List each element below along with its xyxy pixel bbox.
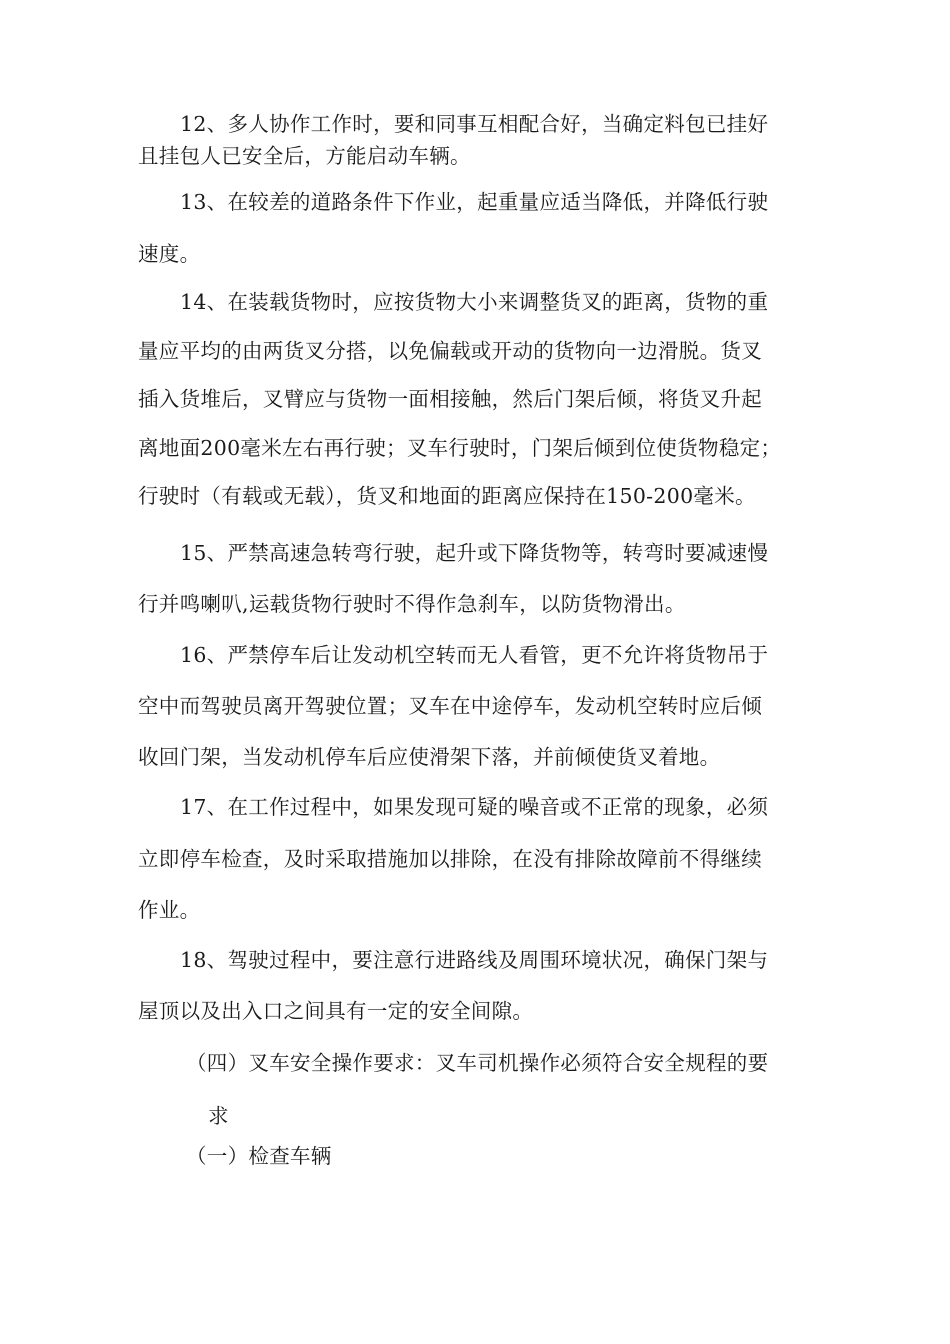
text-line: 求 [208, 1104, 229, 1128]
paragraph-item-17 [138, 782, 818, 937]
paragraph-item-15 [138, 528, 818, 630]
section-heading [186, 1037, 820, 1143]
text-line: 立即停车检查，及时采取措施加以排除，在没有排除故障前不得继续 [138, 846, 762, 871]
text-line: 作业。 [138, 898, 201, 922]
text-line: 12、多人协作工作时，要和同事互相配合好，当确定料包已挂好 [180, 112, 769, 136]
text-line: 13、在较差的道路条件下作业，起重量应适当降低，并降低行驶 [180, 190, 769, 214]
text-line: 空中而驾驶员离开驾驶位置；叉车在中途停车，发动机空转时应后倾 [138, 694, 762, 718]
text-line: 且挂包人已安全后，方能启动车辆。 [138, 144, 471, 168]
text-line: 17、在工作过程中，如果发现可疑的噪音或不正常的现象，必须 [180, 795, 769, 819]
text-line: 14、在装载货物时，应按货物大小来调整货叉的距离，货物的重 [180, 290, 769, 314]
text-line: 行并鸣喇叭,运载货物行驶时不得作急刹车，以防货物滑出。 [138, 592, 686, 616]
paragraph-item-16 [138, 630, 818, 783]
paragraph-item-14 [138, 278, 818, 521]
text-line: 行驶时（有载或无载），货叉和地面的距离应保持在150-200毫米。 [138, 484, 756, 508]
paragraph-item-18 [138, 935, 818, 1037]
sub-heading [186, 1140, 820, 1172]
text-line: 屋顶以及出入口之间具有一定的安全间隙。 [138, 999, 534, 1023]
text-line: 插入货堆后，叉臂应与货物一面相接触，然后门架后倾，将货叉升起 [138, 387, 762, 411]
text-line: 收回门架，当发动机停车后应使滑架下落，并前倾使货叉着地。 [138, 745, 721, 769]
text-line: 离地面200毫米左右再行驶；叉车行驶时，门架后倾到位使货物稳定； [138, 435, 782, 460]
text-line: 15、严禁高速急转弯行驶，起升或下降货物等，转弯时要减速慢 [180, 541, 769, 565]
text-line: 速度。 [138, 242, 201, 266]
text-line: 18、驾驶过程中，要注意行进路线及周围环境状况，确保门架与 [180, 948, 769, 972]
text-line: （四）叉车安全操作要求：叉车司机操作必须符合安全规程的要 [186, 1051, 769, 1075]
paragraph-item-12 [138, 108, 818, 172]
text-line: （一）检查车辆 [186, 1144, 332, 1168]
text-line: 量应平均的由两货叉分搭，以免偏载或开动的货物向一边滑脱。货叉 [138, 338, 762, 363]
text-line: 16、严禁停车后让发动机空转而无人看管，更不允许将货物吊于 [180, 643, 769, 667]
paragraph-item-13 [138, 176, 818, 280]
